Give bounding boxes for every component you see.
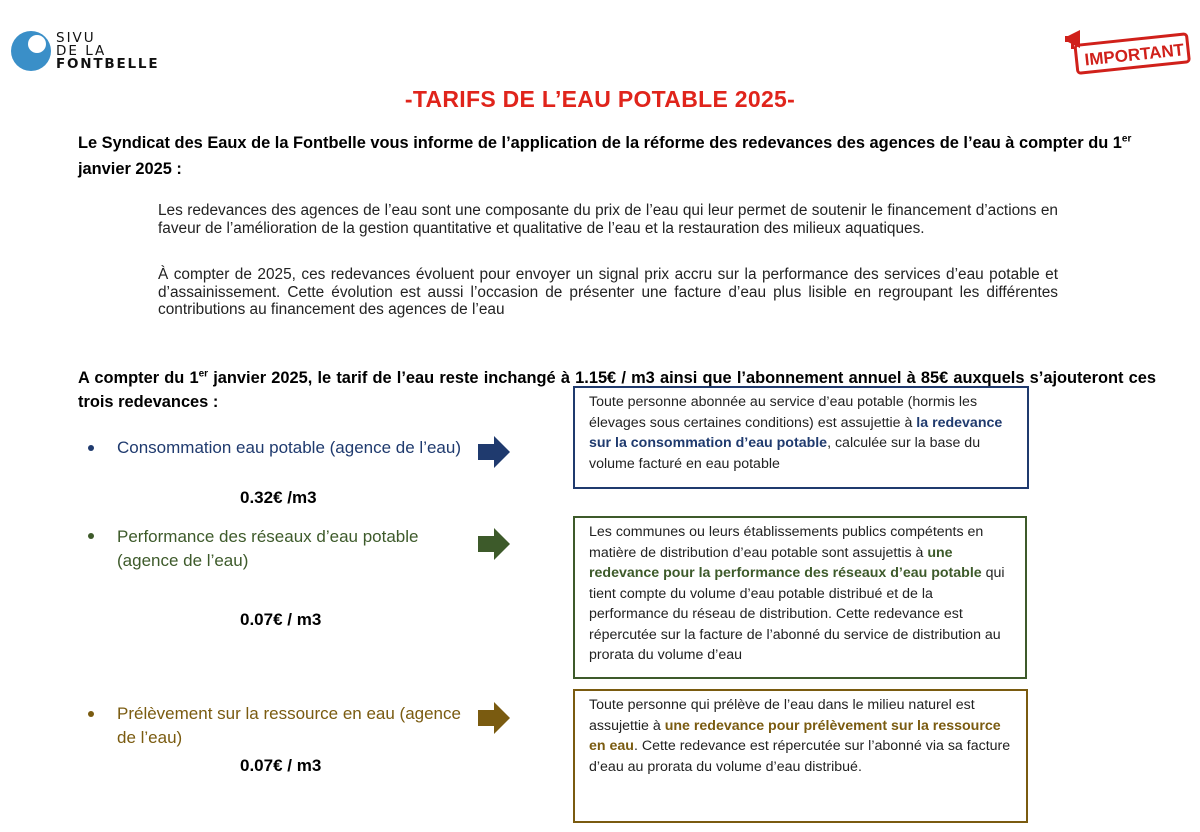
tarif-text-2: janvier 2025, le tarif de l’eau reste inchangé à 1.15€ / m3 ainsi que l’abonnement annuel à 85€ auxquels s’ajouteront ces trois redevances :	[78, 369, 1156, 411]
arrow-right-icon	[476, 700, 512, 736]
arrow-right-icon	[476, 434, 512, 470]
page-title: -TARIFS DE L’EAU POTABLE 2025-	[404, 86, 796, 112]
quote-paragraph-2: À compter de 2025, ces redevances évoluent pour envoyer un signal prix accru sur la performance des services d’eau potable et d’assainissement. Cette évolution est aussi l’occasion de présenter une facture d’eau plus lisible en regroupant les différentes contributions au financement des agences de l’eau	[158, 266, 1058, 318]
logo-drop-icon	[10, 30, 52, 72]
logo-line-3: FONTBELLE	[56, 56, 160, 72]
box-highlight: une redevance pour la performance des réseaux d’eau potable	[589, 544, 982, 581]
important-stamp	[1064, 26, 1192, 78]
logo-line-2: DE LA	[56, 43, 107, 59]
price-prelevement: 0.07€ / m3	[240, 756, 322, 775]
bullet-dot	[88, 445, 94, 451]
bullet-dot	[88, 533, 94, 539]
box-text: Toute personne qui prélève de l’eau dans le milieu naturel est assujettie à	[589, 697, 975, 734]
stamp-text: IMPORTANT	[1083, 40, 1185, 70]
box-text: , calculée sur la base du volume facturé en eau potable	[589, 435, 981, 472]
logo-line-1: SIVU	[56, 30, 96, 46]
item-label-consommation: Consommation eau potable (agence de l’eau)	[117, 438, 462, 457]
info-box-prelevement	[573, 689, 1028, 823]
tarif-text-1: A compter du 1	[78, 369, 199, 387]
box-highlight: une redevance pour prélèvement sur la ressource en eau	[589, 717, 1001, 754]
logo-text	[56, 32, 159, 71]
box-text: Les communes ou leurs établissements publics compétents en matière de distribution d’eau potable sont assujettis à	[589, 524, 984, 561]
item-label-performance: Performance des réseaux d’eau potable (agence de l’eau)	[117, 527, 419, 570]
bullet-dot	[88, 711, 94, 717]
intro-paragraph	[78, 130, 1156, 182]
box-text: Toute personne abonnée au service d’eau potable (hormis les élevages sous certaines conditions) est assujettie à	[589, 394, 978, 431]
box-highlight: la redevance sur la consommation d’eau potable	[589, 414, 1003, 451]
tarif-sup: er	[198, 368, 209, 380]
megaphone-icon	[1065, 30, 1080, 49]
price-consommation: 0.32€ /m3	[240, 488, 317, 507]
quote-paragraph-1: Les redevances des agences de l’eau sont une composante du prix de l’eau qui leur permet de soutenir le financement d’actions en faveur de l’amélioration de la gestion quantitative et qualitative de l’eau et la restauration des milieux aquatiques.	[158, 202, 1058, 237]
box-text: . Cette redevance est répercutée sur l’abonné via sa facture d’eau au prorata du volume d’eau distribué.	[589, 738, 1011, 775]
box-text: qui tient compte du volume d’eau potable distribué et de la performance du réseau de distribution. Cette redevance est répercutée sur la facture de l’abonné du service de distribution au prorata du volume d’eau	[589, 565, 1005, 663]
info-box-consommation	[573, 386, 1029, 489]
intro-text-1: Le Syndicat des Eaux de la Fontbelle vous informe de l’application de la réforme des redevances des agences de l’eau à compter du 1	[78, 134, 1122, 152]
item-label-prelevement: Prélèvement sur la ressource en eau (agence de l’eau)	[117, 704, 461, 747]
info-box-performance	[573, 516, 1027, 679]
arrow-right-icon	[476, 526, 512, 562]
price-performance: 0.07€ / m3	[240, 610, 322, 629]
intro-text-2: janvier 2025 :	[78, 160, 182, 178]
intro-sup: er	[1121, 133, 1132, 145]
